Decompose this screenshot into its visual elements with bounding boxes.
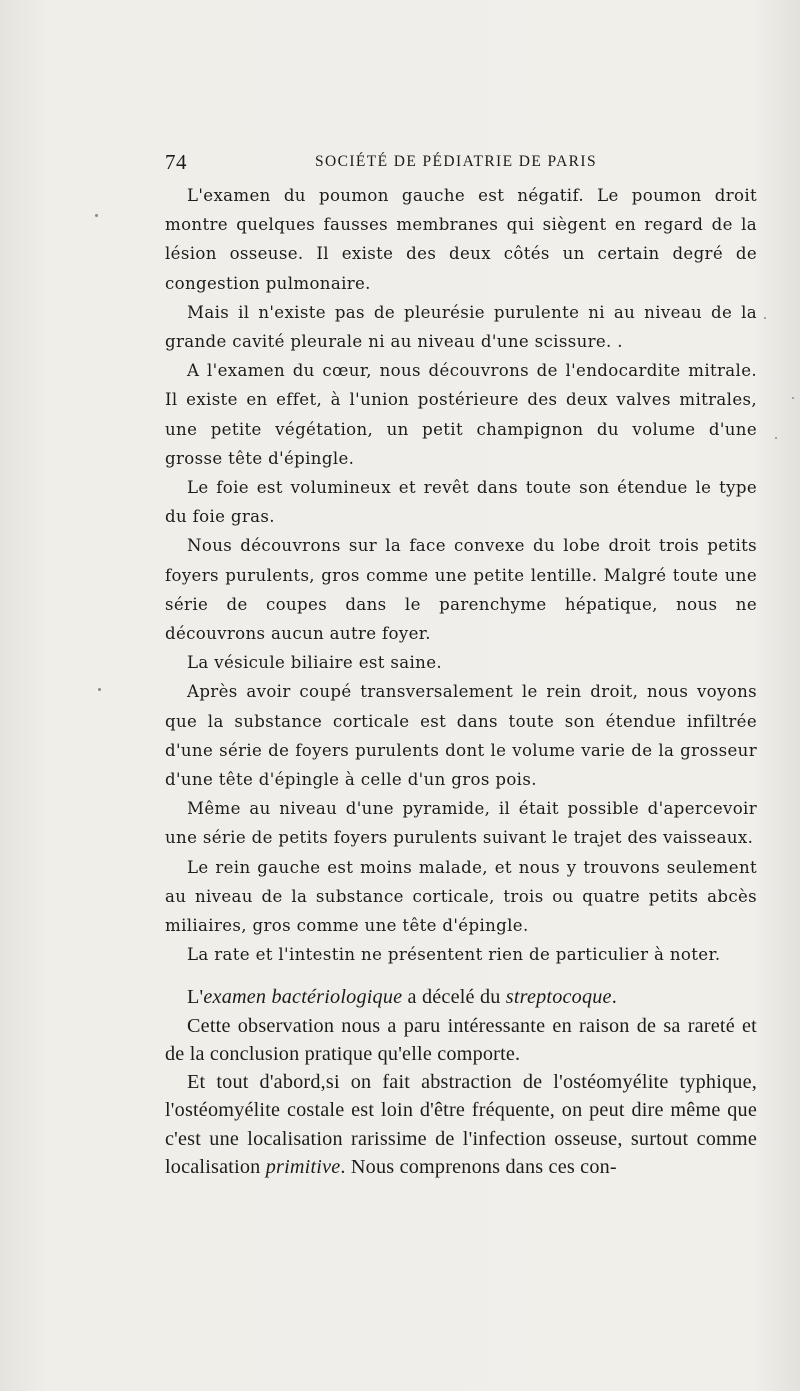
bacteriology-prefix: L' <box>187 986 204 1009</box>
body-text <box>165 181 757 1181</box>
scan-speck <box>95 214 98 217</box>
osteomyelitis-text: Et tout d'abord,si on fait abstraction de l'ostéomyélite typhique, l'ostéomyélite costale est loin d'être fréquente, on peut dire même que c'est une localisation rarissime de l'infection osseuse, surtout comme localisation <box>165 1071 757 1178</box>
paragraph-spleen: La rate et l'intestin ne présentent rien de particulier à noter. <box>187 945 721 965</box>
paragraph-left-kidney: Le rein gauche est moins malade, et nous y trouvons seulement au niveau de la substance corticale, trois ou quatre petits abcès miliaires, gros comme une tête d'épingle. <box>165 857 757 936</box>
bacteriology-term: examen bactériologique <box>203 986 403 1009</box>
paragraph-gallbladder: La vésicule biliaire est saine. <box>187 653 442 673</box>
osteomyelitis-continuation: . Nous comprenons dans ces con- <box>340 1155 617 1178</box>
paragraph-osteomyelitis <box>165 1068 757 1181</box>
scan-speck <box>792 397 794 399</box>
scan-speck <box>764 317 766 319</box>
paragraph-liver-foci: Nous découvrons sur la face convexe du lobe droit trois petits foyers purulents, gros comme une petite lentille. Malgré toute une série de coupes dans le parenchyme hépatique, nous ne découvrons aucun autre foyer. <box>165 536 757 644</box>
bacteriology-end: . <box>611 986 617 1009</box>
bacteriology-organism: streptocoque <box>505 986 612 1009</box>
scan-speck <box>98 688 101 691</box>
page-number: 74 <box>165 150 187 174</box>
paragraph-observation: Cette observation nous a paru intéressante en raison de sa rareté et de la conclusion pratique qu'elle comporte. <box>165 1014 757 1065</box>
bacteriology-middle: a décelé du <box>402 986 506 1009</box>
osteomyelitis-primitive: primitive <box>265 1155 341 1178</box>
section-gap <box>165 969 757 983</box>
running-title: SOCIÉTÉ DE PÉDIATRIE DE PARIS <box>315 153 598 170</box>
paragraph-right-kidney: Après avoir coupé transversalement le rein droit, nous voyons que la substance corticale est dans toute son étendue infiltrée d'une série de foyers purulents dont le volume varie de la grosseur d'une tête d'épingle à celle d'un gros pois. <box>165 682 757 790</box>
paragraph-pyramid: Même au niveau d'une pyramide, il était possible d'apercevoir une série de petits foyers purulents suivant le trajet des vaisseaux. <box>165 799 757 848</box>
paragraph-heart: A l'examen du cœur, nous découvrons de l'endocardite mitrale. Il existe en effet, à l'union postérieure des deux valves mitrales, une petite végétation, un petit champignon du volume d'une grosse tête d'épingle. <box>165 361 757 468</box>
paragraph-pleurisy: Mais il n'existe pas de pleurésie purulente ni au niveau de la grande cavité pleurale ni au niveau d'une scissure. . <box>165 302 757 352</box>
scan-speck <box>775 437 777 439</box>
paragraph-bacteriology <box>165 983 757 1011</box>
paragraph-liver: Le foie est volumineux et revêt dans toute son étendue le type du foie gras. <box>165 478 757 527</box>
paragraph-left-lung: L'examen du poumon gauche est négatif. Le poumon droit montre quelques fausses membranes qui siègent en regard de la lésion osseuse. Il existe des deux côtés un certain degré de congestion pulmonaire. <box>165 186 757 293</box>
page-header <box>165 150 757 174</box>
